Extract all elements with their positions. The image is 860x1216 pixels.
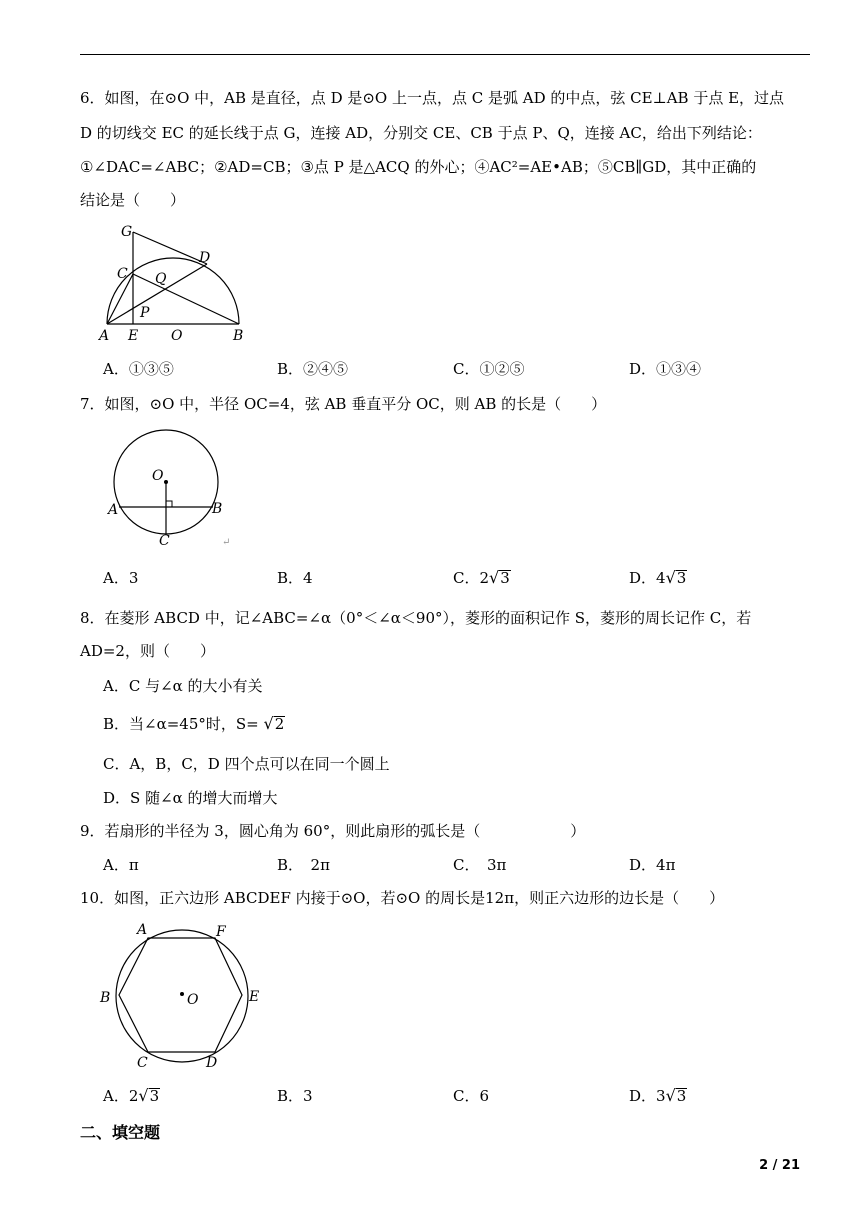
label-O: O [171, 328, 183, 344]
label-D: D [199, 250, 211, 266]
label-C: C [137, 1055, 148, 1071]
q6-option-c[interactable]: C．①②⑤ [453, 360, 525, 378]
page-number: 2 / 21 [759, 1158, 800, 1173]
label-Q: Q [155, 271, 167, 287]
q7-option-b[interactable]: B．4 [277, 569, 313, 587]
q8-option-c[interactable]: C．A，B，C，D 四个点可以在同一个圆上 [103, 755, 390, 773]
svg-text:↵: ↵ [222, 537, 231, 548]
q9-option-d[interactable]: D．4π [629, 856, 676, 874]
q10-option-a[interactable]: A．2√3 [103, 1086, 160, 1105]
q9-option-c[interactable]: C． 3π [453, 856, 507, 874]
q10-line1: 10．如图，正六边形 ABCDEF 内接于⊙O，若⊙O 的周长是12π，则正六边形的边长是（ ） [80, 889, 725, 907]
q6-line2: D 的切线交 EC 的延长线于点 G，连接 AD，分别交 CE、CB 于点 P、Q，连接 AC，给出下列结论： [80, 124, 762, 142]
q10-option-c[interactable]: C．6 [453, 1087, 490, 1105]
label-O: O [187, 992, 199, 1008]
q10-option-b[interactable]: B．3 [277, 1087, 313, 1105]
q9-line1: 9．若扇形的半径为 3，圆心角为 60°，则此扇形的弧长是（ ） [80, 822, 586, 840]
label-O: O [152, 468, 164, 484]
q8-line2: AD=2，则（ ） [80, 642, 215, 660]
label-E: E [128, 328, 139, 344]
label-C: C [159, 533, 170, 549]
label-A: A [99, 328, 110, 344]
q9-option-b[interactable]: B． 2π [277, 856, 330, 874]
q7-option-d[interactable]: D．4√3 [629, 568, 687, 587]
q8-option-d[interactable]: D．S 随∠α 的增大而增大 [103, 789, 278, 807]
q10-option-d[interactable]: D．3√3 [629, 1086, 687, 1105]
q8-line1: 8．在菱形 ABCD 中，记∠ABC=∠α（0°＜∠α＜90°），菱形的面积记作 S，菱形的周长记作 C，若 [80, 609, 752, 627]
q8-option-b[interactable]: B．当∠α=45°时，S= √2 [103, 714, 285, 733]
label-E: E [249, 989, 260, 1005]
label-B: B [100, 990, 111, 1006]
label-C: C [117, 266, 128, 282]
section-title: 二、填空题 [80, 1123, 161, 1142]
q6-option-b[interactable]: B．②④⑤ [277, 360, 349, 378]
q7-figure [100, 425, 240, 550]
q7-option-a[interactable]: A．3 [103, 569, 139, 587]
q6-line1: 6．如图，在⊙O 中，AB 是直径，点 D 是⊙O 上一点，点 C 是弧 AD 的中点，弦 CE⊥AB 于点 E，过点 [80, 89, 785, 107]
q8-option-a[interactable]: A．C 与∠α 的大小有关 [103, 677, 263, 695]
q7-option-c[interactable]: C．2√3 [453, 568, 510, 587]
label-D: D [206, 1055, 218, 1071]
q7-line1: 7．如图，⊙O 中，半径 OC=4，弦 AB 垂直平分 OC，则 AB 的长是（ ） [80, 395, 607, 413]
q10-figure [95, 918, 270, 1073]
label-F: F [216, 924, 226, 940]
label-A: A [108, 502, 119, 518]
label-B: B [212, 501, 223, 517]
q6-line4: 结论是（ ） [80, 191, 186, 209]
q6-figure [95, 220, 265, 345]
header-rule [80, 54, 810, 55]
q6-line3: ①∠DAC=∠ABC；②AD=CB；③点 P 是△ACQ 的外心；④AC²=AE•AB；⑤CB∥GD，其中正确的 [80, 158, 757, 176]
label-P: P [140, 305, 150, 321]
label-B: B [233, 328, 244, 344]
q6-option-a[interactable]: A．①③⑤ [103, 360, 174, 378]
label-A: A [137, 922, 148, 938]
q6-option-d[interactable]: D．①③④ [629, 360, 702, 378]
q9-option-a[interactable]: A．π [103, 856, 139, 874]
label-G: G [121, 224, 133, 240]
